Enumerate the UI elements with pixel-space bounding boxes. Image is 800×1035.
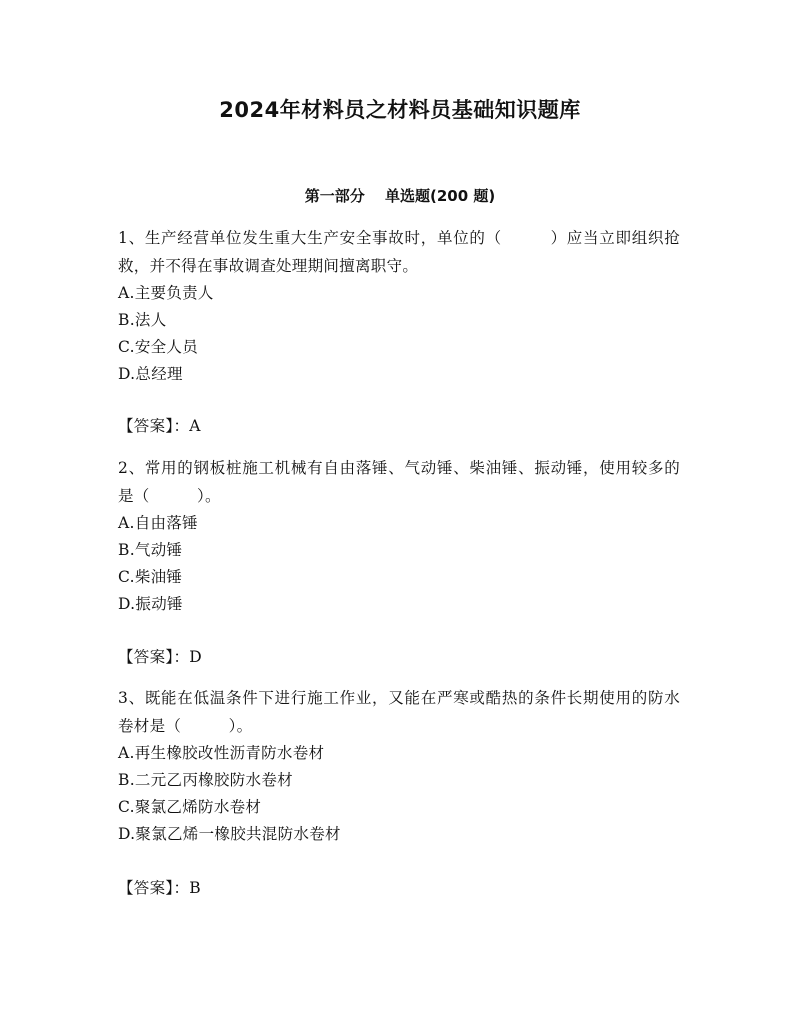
answer-value: B — [189, 879, 201, 897]
question-stem: 1、生产经营单位发生重大生产安全事故时，单位的（ ）应当立即组织抢救，并不得在事故调查处理期间擅离职守。 — [118, 229, 680, 275]
answer-label: 【答案】： — [118, 417, 190, 435]
option-c: C.安全人员 — [118, 338, 199, 356]
question-2 — [118, 454, 680, 618]
option-c: C.聚氯乙烯防水卷材 — [118, 798, 262, 816]
answer-3 — [118, 876, 201, 900]
question-stem: 2、常用的钢板桩施工机械有自由落锤、气动锤、柴油锤、振动锤，使用较多的是（ ）。 — [118, 459, 680, 505]
question-stem: 3、既能在低温条件下进行施工作业，又能在严寒或酷热的条件长期使用的防水卷材是（ ）。 — [118, 689, 680, 735]
option-a: A.主要负责人 — [118, 284, 214, 302]
option-d: D.总经理 — [118, 365, 183, 383]
question-3 — [118, 684, 680, 848]
option-d: D.振动锤 — [118, 595, 183, 613]
question-1 — [118, 224, 680, 388]
option-a: A.自由落锤 — [118, 514, 198, 532]
section-title: 第一部分 单选题(200 题) — [304, 187, 496, 205]
option-b: B.二元乙丙橡胶防水卷材 — [118, 771, 293, 789]
answer-value: D — [189, 648, 202, 666]
option-c: C.柴油锤 — [118, 568, 183, 586]
option-d: D.聚氯乙烯一橡胶共混防水卷材 — [118, 825, 341, 843]
answer-label: 【答案】： — [118, 879, 190, 897]
answer-2 — [118, 645, 202, 669]
option-b: B.气动锤 — [118, 541, 183, 559]
answer-1 — [118, 414, 201, 438]
document-title: 2024年材料员之材料员基础知识题库 — [219, 98, 581, 122]
answer-value: A — [189, 417, 201, 435]
answer-label: 【答案】： — [118, 648, 190, 666]
option-a: A.再生橡胶改性沥青防水卷材 — [118, 744, 325, 762]
option-b: B.法人 — [118, 311, 167, 329]
